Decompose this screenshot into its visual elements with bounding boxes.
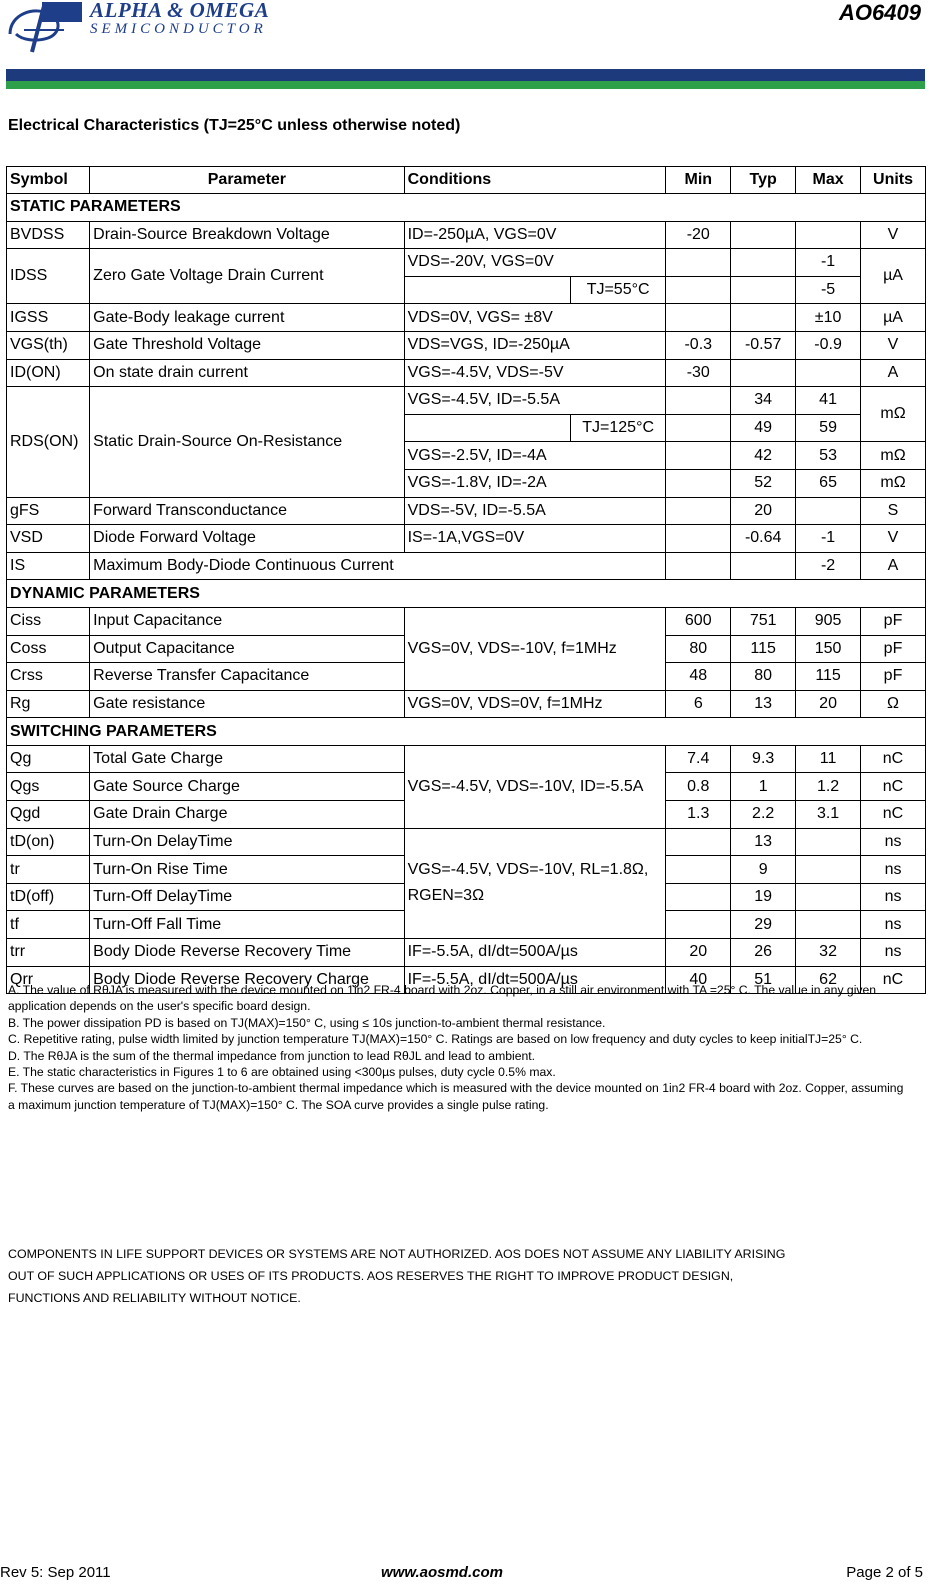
cell-conditions: ID=-250µA, VGS=0V: [404, 221, 666, 249]
table-row: [7, 331, 926, 359]
cell-min: 1.3: [666, 801, 731, 829]
cell-min: [666, 387, 731, 415]
cell-conditions-blank: [404, 414, 570, 442]
cell-parameter: Drain-Source Breakdown Voltage: [90, 221, 404, 249]
cell-units: pF: [861, 635, 926, 663]
cell-symbol: RDS(ON): [7, 387, 90, 497]
cell-symbol: Coss: [7, 635, 90, 663]
cell-symbol: Qg: [7, 745, 90, 773]
cell-symbol: Qrr: [7, 966, 90, 994]
table-row: [7, 304, 926, 332]
col-min: Min: [666, 167, 731, 194]
electrical-characteristics-table: [6, 166, 926, 994]
section-dynamic: DYNAMIC PARAMETERS: [7, 580, 926, 608]
cell-conditions: VDS=-5V, ID=-5.5A: [404, 497, 666, 525]
cell-symbol: tf: [7, 911, 90, 939]
cell-typ: 49: [731, 414, 796, 442]
cell-symbol: Crss: [7, 663, 90, 691]
cell-units: ns: [861, 883, 926, 911]
cell-symbol: trr: [7, 939, 90, 967]
cell-conditions-line2: RGEN=3Ω: [407, 887, 485, 905]
cell-min: [666, 414, 731, 442]
cell-units: µA: [861, 304, 926, 332]
cell-max: -0.9: [796, 331, 861, 359]
cell-symbol: IDSS: [7, 249, 90, 304]
cell-symbol: VSD: [7, 525, 90, 553]
footnote-c: C. Repetitive rating, pulse width limited by junction temperature TJ(MAX)=150° C. Ratings are based on low frequency and duty cycles to keep initialTJ=25° C.: [8, 1032, 863, 1047]
cell-conditions-blank: [404, 276, 570, 304]
cell-typ: 19: [731, 883, 796, 911]
cell-max: [796, 221, 861, 249]
cell-max: 53: [796, 442, 861, 470]
cell-min: [666, 249, 731, 277]
cell-parameter: Zero Gate Voltage Drain Current: [90, 249, 404, 304]
cell-parameter: On state drain current: [90, 359, 404, 387]
table-row: [7, 525, 926, 553]
cell-min: 600: [666, 607, 731, 635]
cell-parameter: Turn-On Rise Time: [90, 856, 404, 884]
cell-units: nC: [861, 801, 926, 829]
footnote-b: B. The power dissipation PD is based on TJ(MAX)=150° C, using ≤ 10s junction-to-ambient thermal resistance.: [8, 1015, 606, 1030]
cell-units: ns: [861, 828, 926, 856]
cell-max: 20: [796, 690, 861, 718]
cell-conditions: [404, 828, 666, 938]
cell-symbol: ID(ON): [7, 359, 90, 387]
disclaimer-line: OUT OF SUCH APPLICATIONS OR USES OF ITS PRODUCTS. AOS RESERVES THE RIGHT TO IMPROVE PRODUCT DESIGN,: [8, 1269, 734, 1283]
cell-units: ns: [861, 939, 926, 967]
cell-symbol: IS: [7, 552, 90, 580]
cell-parameter: Diode Forward Voltage: [90, 525, 404, 553]
cell-symbol: tr: [7, 856, 90, 884]
cell-units: µA: [861, 249, 926, 304]
cell-units: pF: [861, 607, 926, 635]
cell-min: -30: [666, 359, 731, 387]
cell-typ: 9.3: [731, 745, 796, 773]
cell-parameter: Gate Source Charge: [90, 773, 404, 801]
cell-symbol: BVDSS: [7, 221, 90, 249]
cell-max: 150: [796, 635, 861, 663]
section-row: [7, 718, 926, 746]
cell-parameter: Turn-Off DelayTime: [90, 883, 404, 911]
cell-conditions: VGS=-2.5V, ID=-4A: [404, 442, 666, 470]
table-row: [7, 552, 926, 580]
cell-typ: [731, 221, 796, 249]
footer-page-number: Page 2 of 5: [846, 1564, 923, 1581]
cell-max: [796, 856, 861, 884]
cell-max: 41: [796, 387, 861, 415]
cell-symbol: gFS: [7, 497, 90, 525]
cell-typ: 80: [731, 663, 796, 691]
cell-parameter: Static Drain-Source On-Resistance: [90, 387, 404, 497]
cell-parameter: Gate resistance: [90, 690, 404, 718]
footer-revision: Rev 5: Sep 2011: [0, 1564, 111, 1581]
footer-website-link[interactable]: www.aosmd.com: [381, 1564, 503, 1581]
cell-units: mΩ: [861, 469, 926, 497]
cell-units: A: [861, 359, 926, 387]
cell-units: nC: [861, 745, 926, 773]
cell-min: 80: [666, 635, 731, 663]
table-row: [7, 359, 926, 387]
cell-max: 65: [796, 469, 861, 497]
cell-units: ns: [861, 856, 926, 884]
cell-symbol: Qgd: [7, 801, 90, 829]
cell-conditions-line1: VGS=-4.5V, VDS=-10V, RL=1.8Ω,: [407, 861, 649, 879]
cell-conditions: IF=-5.5A, dI/dt=500A/µs: [404, 966, 666, 994]
cell-parameter: Turn-On DelayTime: [90, 828, 404, 856]
table-row: [7, 221, 926, 249]
cell-conditions: VDS=-20V, VGS=0V: [404, 249, 666, 277]
cell-conditions-temp: TJ=55°C: [570, 276, 665, 304]
cell-units: V: [861, 525, 926, 553]
table-header-row: [7, 167, 926, 194]
cell-max: -1: [796, 525, 861, 553]
cell-max: [796, 359, 861, 387]
cell-min: 48: [666, 663, 731, 691]
cell-min: 7.4: [666, 745, 731, 773]
col-max: Max: [796, 167, 861, 194]
disclaimer-line: COMPONENTS IN LIFE SUPPORT DEVICES OR SYSTEMS ARE NOT AUTHORIZED. AOS DOES NOT ASSUME ANY LIABILITY ARISING: [8, 1247, 786, 1261]
cell-conditions-temp: TJ=125°C: [570, 414, 665, 442]
section-switching: SWITCHING PARAMETERS: [7, 718, 926, 746]
cell-parameter: Body Diode Reverse Recovery Charge: [90, 966, 404, 994]
col-typ: Typ: [731, 167, 796, 194]
cell-min: [666, 883, 731, 911]
table-row: [7, 690, 926, 718]
cell-max: 905: [796, 607, 861, 635]
cell-min: [666, 304, 731, 332]
cell-conditions: VGS=0V, VDS=0V, f=1MHz: [404, 690, 666, 718]
cell-min: 0.8: [666, 773, 731, 801]
cell-typ: 115: [731, 635, 796, 663]
table-row: [7, 249, 926, 277]
cell-units: ns: [861, 911, 926, 939]
cell-max: 62: [796, 966, 861, 994]
brand-subtitle: SEMICONDUCTOR: [90, 21, 267, 37]
cell-min: [666, 497, 731, 525]
cell-min: [666, 442, 731, 470]
cell-typ: [731, 359, 796, 387]
cell-parameter: Maximum Body-Diode Continuous Current: [90, 552, 666, 580]
cell-parameter: Gate Drain Charge: [90, 801, 404, 829]
cell-typ: 751: [731, 607, 796, 635]
cell-typ: 20: [731, 497, 796, 525]
cell-parameter: Reverse Transfer Capacitance: [90, 663, 404, 691]
cell-symbol: tD(on): [7, 828, 90, 856]
cell-parameter: Forward Transconductance: [90, 497, 404, 525]
footnote-d: D. The RθJA is the sum of the thermal impedance from junction to lead RθJL and lead to ambient.: [8, 1048, 536, 1063]
cell-typ: 51: [731, 966, 796, 994]
cell-symbol: VGS(th): [7, 331, 90, 359]
cell-min: 40: [666, 966, 731, 994]
disclaimer-line: FUNCTIONS AND RELIABILITY WITHOUT NOTICE.: [8, 1291, 301, 1305]
cell-typ: [731, 552, 796, 580]
cell-units: nC: [861, 966, 926, 994]
cell-units: V: [861, 331, 926, 359]
table-row: [7, 745, 926, 773]
cell-parameter: Total Gate Charge: [90, 745, 404, 773]
cell-symbol: Ciss: [7, 607, 90, 635]
cell-units: A: [861, 552, 926, 580]
header-band-green: [6, 81, 925, 89]
cell-min: [666, 469, 731, 497]
cell-symbol: Rg: [7, 690, 90, 718]
cell-typ: 34: [731, 387, 796, 415]
cell-typ: [731, 304, 796, 332]
cell-max: [796, 828, 861, 856]
table-row: [7, 939, 926, 967]
cell-conditions: VGS=-1.8V, ID=-2A: [404, 469, 666, 497]
cell-max: -2: [796, 552, 861, 580]
cell-conditions: VGS=0V, VDS=-10V, f=1MHz: [404, 607, 666, 690]
cell-max: 59: [796, 414, 861, 442]
cell-min: [666, 552, 731, 580]
cell-conditions: VDS=VGS, ID=-250µA: [404, 331, 666, 359]
cell-typ: 13: [731, 828, 796, 856]
cell-units: nC: [861, 773, 926, 801]
cell-max: 115: [796, 663, 861, 691]
cell-typ: -0.64: [731, 525, 796, 553]
table-row: [7, 387, 926, 415]
cell-typ: 2.2: [731, 801, 796, 829]
cell-symbol: tD(off): [7, 883, 90, 911]
cell-typ: 52: [731, 469, 796, 497]
cell-min: -0.3: [666, 331, 731, 359]
cell-max: ±10: [796, 304, 861, 332]
section-row: [7, 580, 926, 608]
cell-parameter: Body Diode Reverse Recovery Time: [90, 939, 404, 967]
cell-conditions: VGS=-4.5V, ID=-5.5A: [404, 387, 666, 415]
cell-units: mΩ: [861, 442, 926, 470]
col-units: Units: [861, 167, 926, 194]
cell-units: S: [861, 497, 926, 525]
cell-typ: 26: [731, 939, 796, 967]
cell-typ: 1: [731, 773, 796, 801]
cell-conditions: VGS=-4.5V, VDS=-10V, ID=-5.5A: [404, 745, 666, 828]
table-row: [7, 497, 926, 525]
cell-units: mΩ: [861, 387, 926, 442]
cell-typ: -0.57: [731, 331, 796, 359]
cell-max: 32: [796, 939, 861, 967]
alpha-omega-logo-icon: [4, 0, 84, 56]
cell-conditions: VDS=0V, VGS= ±8V: [404, 304, 666, 332]
cell-parameter: Output Capacitance: [90, 635, 404, 663]
cell-conditions: VGS=-4.5V, VDS=-5V: [404, 359, 666, 387]
disclaimer: [8, 1243, 913, 1309]
col-parameter: Parameter: [90, 167, 404, 194]
cell-min: [666, 276, 731, 304]
cell-typ: 42: [731, 442, 796, 470]
cell-min: 6: [666, 690, 731, 718]
cell-max: [796, 497, 861, 525]
cell-conditions: IF=-5.5A, dI/dt=500A/µs: [404, 939, 666, 967]
footnotes: [8, 982, 913, 1113]
cell-conditions: IS=-1A,VGS=0V: [404, 525, 666, 553]
cell-typ: 13: [731, 690, 796, 718]
cell-units: pF: [861, 663, 926, 691]
part-number: AO6409: [839, 0, 921, 25]
cell-min: -20: [666, 221, 731, 249]
col-conditions: Conditions: [404, 167, 666, 194]
cell-units: V: [861, 221, 926, 249]
cell-symbol: IGSS: [7, 304, 90, 332]
footnote-e: E. The static characteristics in Figures 1 to 6 are obtained using <300µs pulses, duty cycle 0.5% max.: [8, 1065, 556, 1080]
cell-typ: [731, 249, 796, 277]
section-row: [7, 194, 926, 222]
table-row: [7, 828, 926, 856]
cell-min: [666, 911, 731, 939]
page-title: Electrical Characteristics (TJ=25°C unless otherwise noted): [8, 117, 461, 134]
brand-name: ALPHA & OMEGA: [90, 0, 270, 22]
cell-max: 1.2: [796, 773, 861, 801]
cell-max: [796, 883, 861, 911]
cell-parameter: Turn-Off Fall Time: [90, 911, 404, 939]
cell-units: Ω: [861, 690, 926, 718]
cell-typ: 29: [731, 911, 796, 939]
footnote-a: A. The value of RθJA is measured with the device mounted on 1in2 FR-4 board with 2oz. Copper, in a still air environment with TA =25° C. The value in any given application depends on the user's specific board design.: [8, 983, 877, 1014]
footnote-f: F. These curves are based on the junction-to-ambient thermal impedance which is measured with the device mounted on 1in2 FR-4 board with 2oz. Copper, assuming a maximum junction temperature of TJ(MAX)=150° C. The SOA curve provides a single pulse rating.: [8, 1081, 904, 1112]
col-symbol: Symbol: [7, 167, 90, 194]
cell-parameter: Input Capacitance: [90, 607, 404, 635]
cell-min: [666, 828, 731, 856]
company-logo: [4, 0, 294, 56]
cell-min: 20: [666, 939, 731, 967]
cell-symbol: Qgs: [7, 773, 90, 801]
cell-max: 11: [796, 745, 861, 773]
cell-min: [666, 856, 731, 884]
cell-typ: 9: [731, 856, 796, 884]
section-static: STATIC PARAMETERS: [7, 194, 926, 222]
cell-parameter: Gate Threshold Voltage: [90, 331, 404, 359]
cell-max: [796, 911, 861, 939]
cell-max: -1: [796, 249, 861, 277]
cell-max: 3.1: [796, 801, 861, 829]
cell-max: -5: [796, 276, 861, 304]
cell-typ: [731, 276, 796, 304]
cell-parameter: Gate-Body leakage current: [90, 304, 404, 332]
table-row: [7, 607, 926, 635]
header-band-blue: [6, 69, 925, 81]
cell-min: [666, 525, 731, 553]
